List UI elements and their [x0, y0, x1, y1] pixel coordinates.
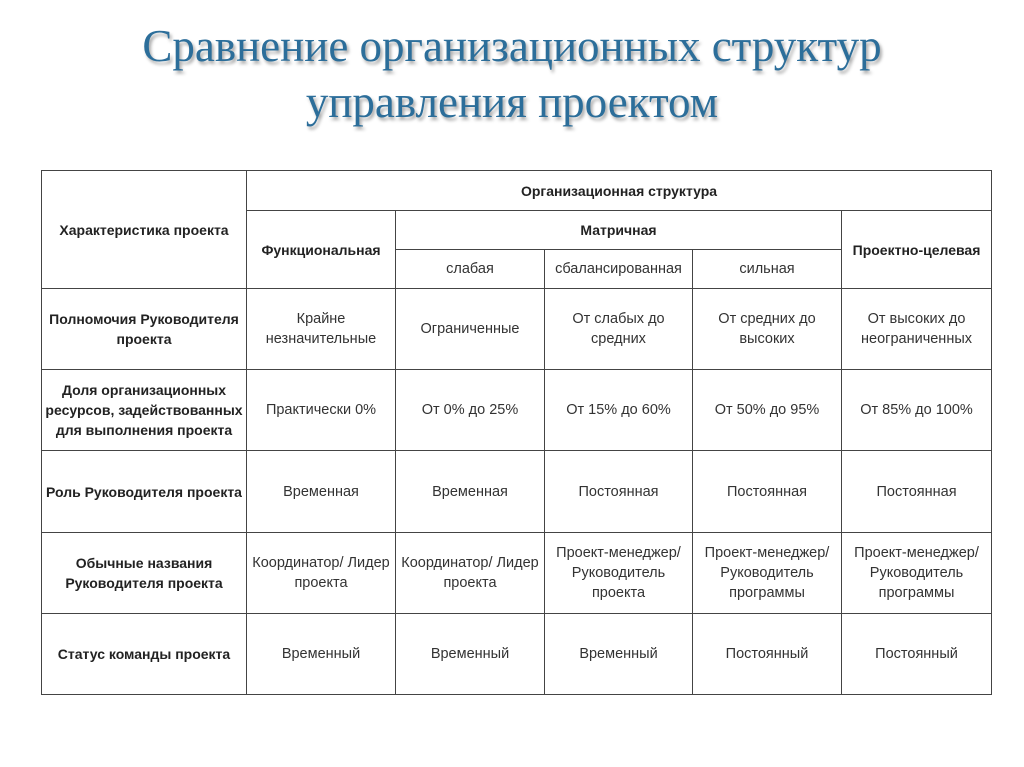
slide-title-line-2: управления проектом	[305, 77, 719, 127]
table-cell: От 15% до 60%	[545, 370, 693, 451]
table-row	[42, 370, 992, 451]
table-cell: Проект-менеджер/ Руководитель проекта	[545, 532, 693, 613]
table-cell: Постоянная	[842, 451, 992, 532]
table-cell: Постоянная	[545, 451, 693, 532]
table-row	[42, 451, 992, 532]
row-label: Полномочия Руководителя проекта	[42, 289, 247, 370]
slide-title	[0, 18, 1024, 130]
header-project: Проектно-целевая	[842, 211, 992, 289]
table-cell: Постоянный	[842, 613, 992, 694]
row-label: Доля организационных ресурсов, задействованных для выполнения проекта	[42, 370, 247, 451]
table-cell: Координатор/ Лидер проекта	[247, 532, 396, 613]
table-row	[42, 613, 992, 694]
row-label: Статус команды проекта	[42, 613, 247, 694]
slide-title-line-1: Сравнение организационных структур	[142, 21, 882, 71]
table-cell: Координатор/ Лидер проекта	[396, 532, 545, 613]
table-cell: Временная	[396, 451, 545, 532]
header-matrix-balanced: сбалансированная	[545, 250, 693, 289]
row-label: Роль Руководителя проекта	[42, 451, 247, 532]
table-cell: От слабых до средних	[545, 289, 693, 370]
table-cell: Временный	[247, 613, 396, 694]
table-cell: Временный	[545, 613, 693, 694]
header-matrix: Матричная	[396, 211, 842, 250]
table-cell: Проект-менеджер/ Руководитель программы	[842, 532, 992, 613]
table-cell: Временная	[247, 451, 396, 532]
row-label: Обычные названия Руководителя проекта	[42, 532, 247, 613]
table-cell: Постоянный	[693, 613, 842, 694]
table-cell: Проект-менеджер/ Руководитель программы	[693, 532, 842, 613]
header-functional: Функциональная	[247, 211, 396, 289]
table-cell: Временный	[396, 613, 545, 694]
table-cell: Постоянная	[693, 451, 842, 532]
table-row	[42, 532, 992, 613]
table-cell: От 50% до 95%	[693, 370, 842, 451]
table-row	[42, 289, 992, 370]
table-cell: От 0% до 25%	[396, 370, 545, 451]
table-cell: Ограниченные	[396, 289, 545, 370]
comparison-table	[41, 170, 992, 695]
header-matrix-weak: слабая	[396, 250, 545, 289]
header-matrix-strong: сильная	[693, 250, 842, 289]
header-org-structure: Организационная структура	[247, 171, 992, 211]
table-cell: Крайне незначительные	[247, 289, 396, 370]
table-cell: От 85% до 100%	[842, 370, 992, 451]
table-cell: Практически 0%	[247, 370, 396, 451]
table-cell: От высоких до неограниченных	[842, 289, 992, 370]
header-characteristic: Характеристика проекта	[42, 171, 247, 289]
table-cell: От средних до высоких	[693, 289, 842, 370]
